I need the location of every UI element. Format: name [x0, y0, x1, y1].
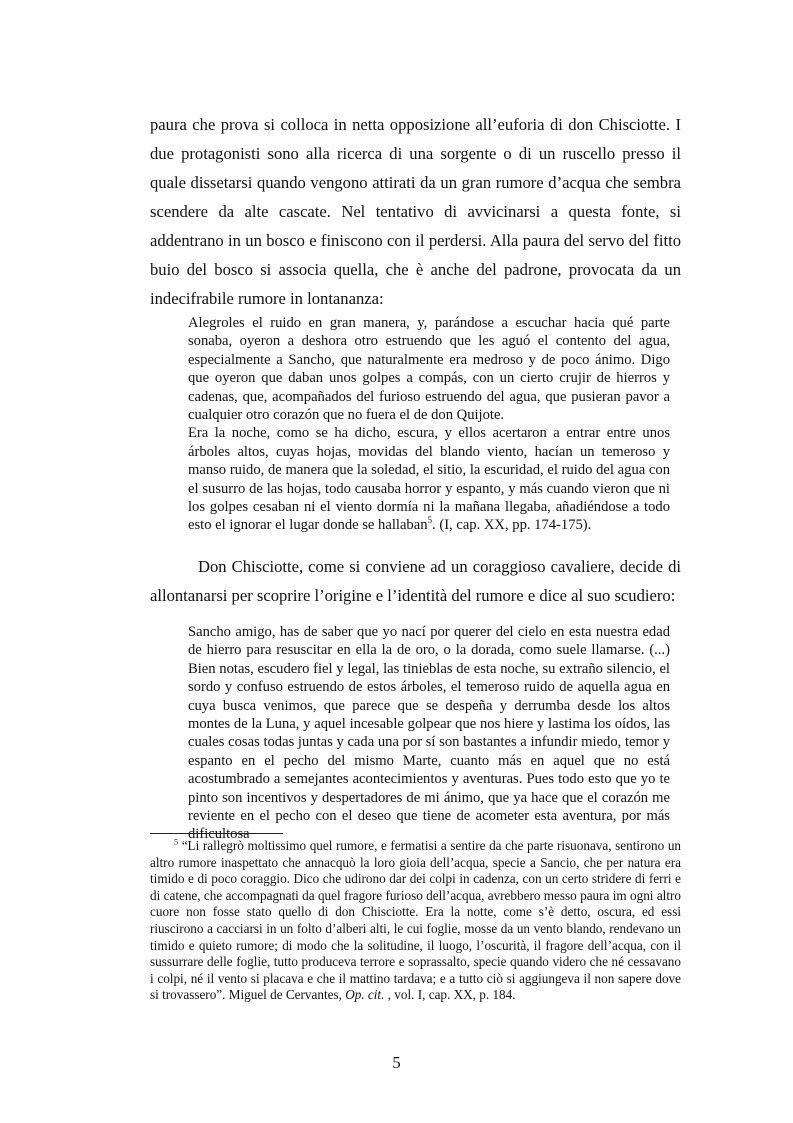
block-quote-1-part-2: [188, 424, 670, 534]
footnote-reference: 5: [427, 515, 433, 526]
body-paragraph-2: Don Chisciotte, come si conviene ad un coraggioso cavaliere, decide di allontanarsi per scoprire l’origine e l’identità del rumore e dice al suo scudiero:: [150, 557, 681, 605]
footnote: [150, 838, 681, 1004]
footnote-separator: [150, 833, 283, 834]
footnote-number: 5: [174, 837, 179, 847]
footnote-text: “Li rallegrò moltissimo quel rumore, e fermatisi a sentire da che parte risuonava, sentirono un altro rumore inaspettato che annacquò la loro gioia dell’acqua, specie a Sancio, che per natura era timido e di poco coraggio. Dico che udirono dar dei colpi in cadenza, con un certo stridere di ferri e di catene, che accompagnati da quel fragore furioso dell’acqua, avrebbero messo paura im ogni altro cuore non fosse stato quello di don Chisciotte. Era la notte, come s’è detto, oscura, ed essi riuscirono a cacciarsi in un folto d’alberi alti, le cui foglie, mosse da un vento blando, rendevano un timido e quieto rumore; di modo che la solitudine, il luogo, l’oscurità, il fragore dell’acqua, con il sussurrare delle foglie, tutto produceva terrore e soprassalto, specie quando videro che né cessavano i colpi, né il vento si placava e che il mattino tardava; e a tutto ciò si aggiungeva il non sapere dove si trovassero”. Miguel de Cervantes,: [150, 838, 682, 1003]
footnote-work-title: Op. cit.: [345, 987, 385, 1003]
block-quote-1-part-1: Alegroles el ruido en gran manera, y, parándose a escuchar hacia qué parte sonaba, oyeron a deshora otro estruendo que les aguó el contento del agua, especialmente a Sancho, que naturalmente era medroso y de poco ánimo. Digo que oyeron que daban unos golpes a compás, con un cierto crujir de hierros y cadenas, que, acompañados del furioso estruendo del agua, que pusieran pavor a cualquier otro corazón que no fuera el de don Quijote.: [188, 315, 670, 424]
block-quote-2: Sancho amigo, has de saber que yo nací por querer del cielo en esta nuestra edad de hierro para resuscitar en ella la de oro, o la dorada, como suele llamarse. (...) Bien notas, escudero fiel y legal, las tinieblas de esta noche, su extraño silencio, el sordo y confuso estruendo de estos árboles, el temeroso ruido de aquella agua en cuya busca venimos, que parece que se despeña y derrumba desde los altos montes de la Luna, y aquel incesable golpear que nos hiere y lastima los oídos, las cuales cosas todas juntas y cada una por sí son bastantes a infundir miedo, temor y espanto en el pecho del mismo Marte, cuanto más en aquel que no está acostumbrado a semejantes acontecimientos y aventuras. Pues todo esto que yo te pinto son incentivos y despertadores de mi ánimo, que ya hace que el corazón me reviente en el pecho con el deseo que tiene de acometer esta aventura, por más dificultosa: [188, 624, 670, 843]
footnote-tail: , vol. I, cap. XX, p. 184.: [384, 987, 516, 1003]
block-quote-1-citation: . (I, cap. XX, pp. 174-175).: [432, 517, 592, 534]
block-quote-1-text: Era la noche, como se ha dicho, escura, y ellos acertaron a entrar entre unos árboles altos, cuyas hojas, movidas del blando viento, hacían un temeroso y manso ruido, de manera que la soledad, el sitio, la escuridad, el ruido del agua con el susurro de las hojas, todo causaba horror y espanto, y más cuando vieron que ni los golpes cesaban ni el viento dormía ni la mañana llegaba, añadiéndose a todo esto el ignorar el lugar donde se hallaban: [188, 425, 670, 534]
body-paragraph-1: paura che prova si colloca in netta opposizione all’euforia di don Chisciotte. I due protagonisti sono alla ricerca di una sorgente o di un ruscello presso il quale dissetarsi quando vengono attirati da un gran rumore d’acqua che sembra scendere da alte cascate. Nel tentativo di avvicinarsi a questa fonte, si addentrano in un bosco e finiscono con il perdersi. Alla paura del servo del fitto buio del bosco si associa quella, che è anche del padrone, provocata da un indecifrabile rumore in lontananza:: [150, 115, 681, 308]
page-number: 5: [392, 1053, 401, 1072]
block-quote-1: [188, 314, 670, 535]
